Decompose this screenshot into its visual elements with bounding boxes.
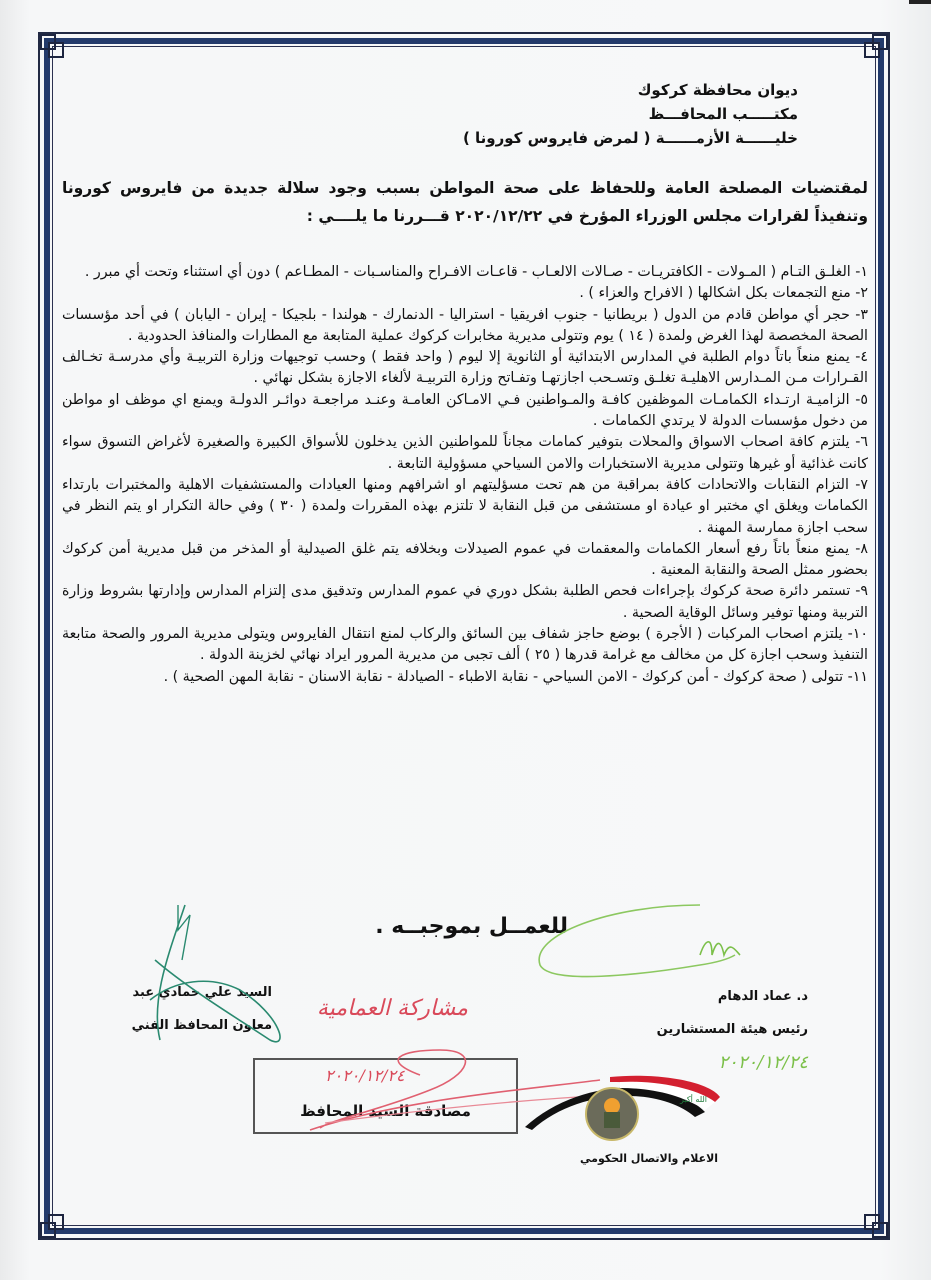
approval-handwritten-date: ٢٠٢٠/١٢/٢٤ [325, 1066, 405, 1085]
document-body [62, 56, 868, 1216]
government-media-logo [520, 1072, 730, 1172]
letterhead-cell: خليــــــة الأزمــــــة ( لمرض فايروس كورونا ) [462, 129, 798, 147]
decision-item: ٨- يمنع منعاً باتاً رفع أسعار الكمامات والمعقمات في عموم الصيدلات وبخلافه يتم غلق الصيدلية أو المذخر من قبل مديرية أمن كركوك بحضور ممثل الصحة والنقابة المعنية . [62, 540, 868, 579]
preamble: لمقتضيات المصلحة العامة وللحفاظ على صحة المواطن بسبب وجود سلالة جديدة من فايروس كورونا وتنفيذاً لقرارات مجلس الوزراء المؤرخ في ٢٠٢٠/١٢/٢٢ قـــررنا ما يلــــي : [62, 179, 868, 225]
decision-item: ٢- منع التجمعات بكل اشكالها ( الافراح والعزاء ) . [579, 285, 868, 302]
decision-item: ٩- تستمر دائرة صحة كركوك بإجراءات فحص الطلبة بشكل دوري في عموم المدارس وتدقيق مدى إلتزام المدارس وإدارتها بشروط وزارة التربية ومنها توفير وسائل الوقاية الصحية . [62, 583, 868, 621]
governor-approval-box [253, 1058, 518, 1134]
handwritten-note: مشاركة العمامية [316, 996, 468, 1021]
border-corner-knot [48, 1214, 64, 1230]
decision-item: ٤- يمنع منعاً باتاً دوام الطلبة في المدارس الابتدائية أو الثانوية إلا ليوم ( واحد فقط ) وحسب توجيهات وزارة التربيـة وأي مدرسـة تخـالف القـرارات مـن المـدارس الاهليـة تغلـق وتسـحب اجازتهـا وتفـاتح وزارة التربيـة لألغاء الاجازة بشكل نهائي . [62, 349, 868, 387]
signature-block-left [72, 976, 272, 1042]
decision-item: ٥- الزاميـة ارتـداء الكمامـات الموظفين كافـة والمـواطنين فـي الامـاكن العامـة وعنـد مراجعـة دوائـر الدولـة ويمنع اي موظف او مواطن من دخول مؤسسات الدولة لا يرتدي الكمامات . [62, 391, 868, 430]
decisions-list [62, 262, 868, 688]
signatory-name: السيد علي حمادي عبد [132, 985, 272, 1000]
logo-caption: الاعلام والاتصال الحكومي [580, 1152, 719, 1165]
decision-item: ١- الغلـق التـام ( المـولات - الكافتريـات - صـالات الالعـاب - قاعـات الافـراح والمناسـبات - المطـاعم ) دون أي استثناء وتحت أي مبرر . [84, 264, 868, 280]
decision-item: ٦- يلتزم كافة اصحاب الاسواق والمحلات بتوفير كمامات مجاناً للمواطنين الذين يدخلون للأسواق الكبيرة والصغيرة لأغراض التسوق سواء كانت غذائية أو غيرها وتتولى مديرية الاستخبارات والامن السياحي مسؤولية التابعة . [62, 434, 868, 472]
signatory-name: د. عماد الدهام [717, 989, 808, 1004]
decision-item: ١٠- يلتزم اصحاب المركبات ( الأجرة ) بوضع حاجز شفاف بين السائق والركاب لمنع انتقال الفايروس ويتولى مديرية المرور والصحة متابعة التنفيذ وسحب اجازة كل من مخالف مع غرامة قدرها ( ٢٥ ) ألف تجبى من مديرية المرور ايراد نهائي لخزينة الدولة . [62, 626, 868, 664]
letterhead [463, 78, 798, 150]
border-corner-knot [864, 1214, 880, 1230]
letterhead-office: ديوان محافظة كركوك [637, 81, 798, 99]
handwritten-date: ٢٠٢٠/١٢/٢٤ [718, 1052, 808, 1073]
approval-label: مصادقة السيد المحافظ [300, 1102, 471, 1120]
closing-phrase: للعمــل بموجبــه . [375, 914, 568, 939]
flag-takbir: الله أكبر [680, 1095, 707, 1104]
decision-item: ٣- حجر أي مواطن قادم من الدول ( بريطانيا - جنوب افريقيا - استراليا - الدنمارك - هولندا - بلجيكا - إيران - اليابان ) في أحد مؤسسات الصحة المخصصة لهذا الغرض ولمدة ( ١٤ ) يوم وتتولى مديرية مخابرات كركوك عملية المتابعة مع المطارات والمنافذ الحدودية . [62, 306, 868, 344]
letterhead-department: مكتـــــب المحافـــظ [648, 105, 798, 123]
signature-block-right [608, 980, 808, 1073]
decision-item: ٧- التزام النقابات والاتحادات كافة بمراقبة من هم تحت مسؤليتهم او اشرافهم ومنها العيادات والمستشفيات الاهلية والمختبرات بارتداء الكمامات ويغلق اي مختبر او عيادة او مستشفى من قبل النقابة لا تلتزم بهذه المقررات ولمدة ( ٣٠ ) وفي حالة التكرار او يتم النظر في سحب اجازة ممارسة المهنة . [62, 476, 868, 536]
signatory-title: رئيس هيئة المستشارين [656, 1022, 808, 1037]
signatory-title: معاون المحافظ الفني [131, 1018, 272, 1033]
scan-edge [909, 0, 931, 4]
decision-item: ١١- تتولى ( صحة كركوك - أمن كركوك - الامن السياحي - نقابة الاطباء - الصيادلة - نقابة الاسنان - نقابة المهن الصحية ) . [163, 668, 868, 685]
